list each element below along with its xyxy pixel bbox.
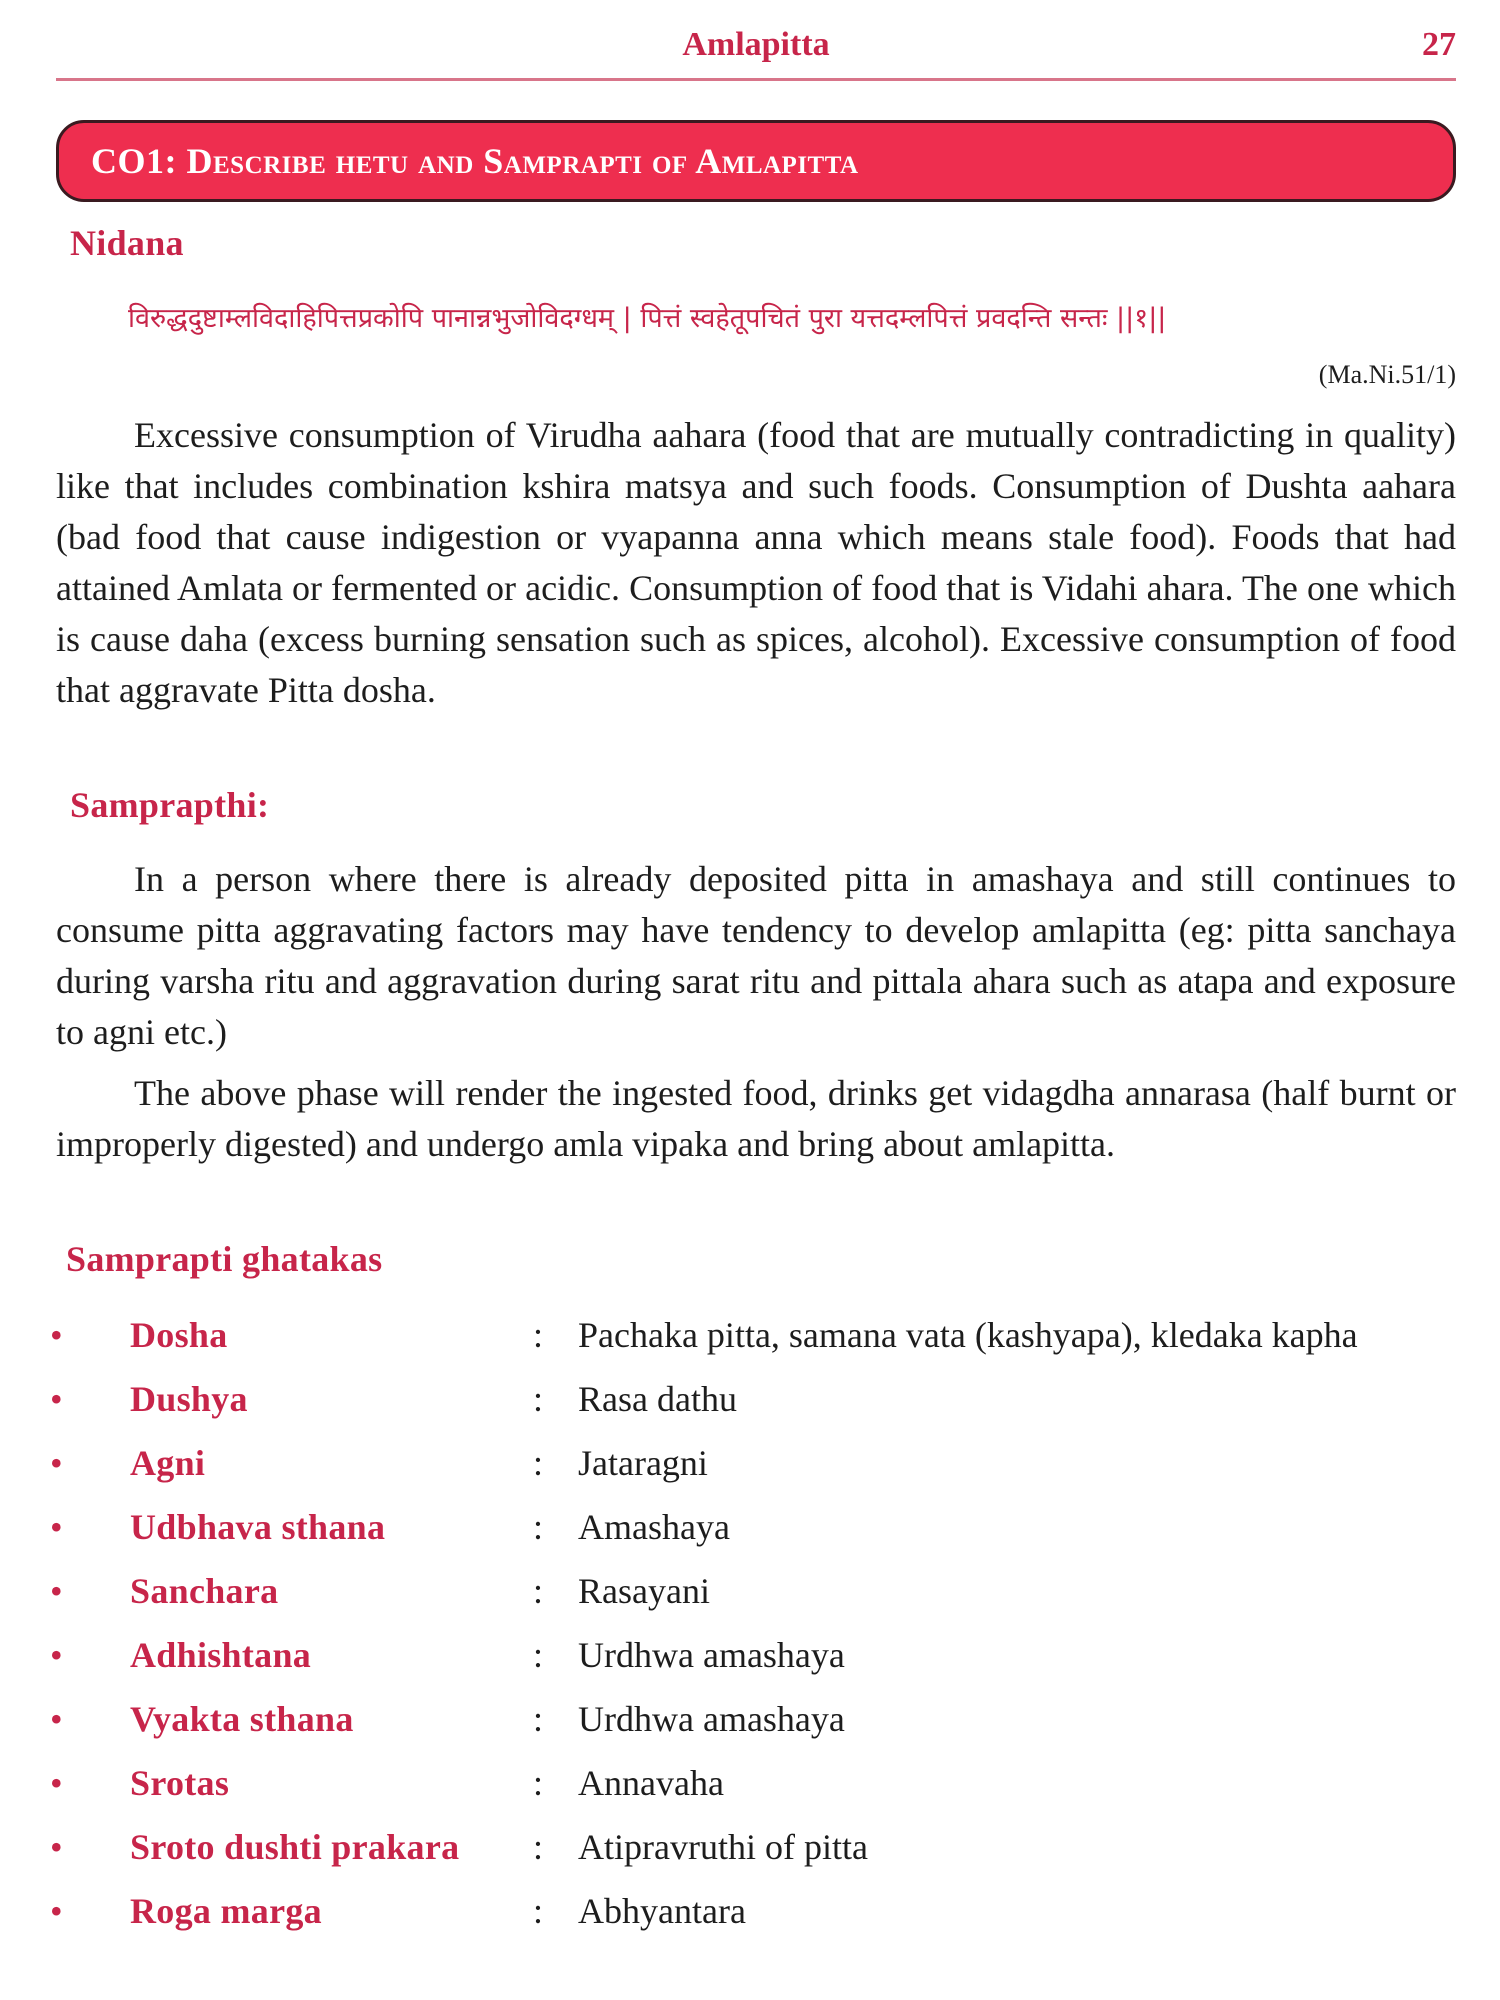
ghataka-separator: : (532, 1699, 543, 1739)
bullet-icon: • (50, 1571, 63, 1611)
ghataka-label: Dushya (130, 1379, 248, 1419)
bullet-icon: • (50, 1699, 63, 1739)
ghataka-value: Rasa dathu (578, 1379, 737, 1419)
samprapthi-heading: Samprapthi: (70, 785, 270, 825)
ghataka-label: Roga marga (130, 1891, 322, 1931)
running-title: Amlapitta (682, 26, 830, 63)
ghataka-row (50, 1630, 1460, 1681)
ghataka-row (50, 1502, 1460, 1553)
ghataka-separator: : (532, 1571, 543, 1611)
ghataka-separator: : (532, 1443, 543, 1483)
ghataka-value: Atipravruthi of pitta (578, 1827, 868, 1867)
ghataka-row (50, 1310, 1460, 1361)
ghataka-value: Amashaya (578, 1507, 730, 1547)
ghataka-label: Udbhava sthana (130, 1507, 386, 1547)
ghataka-value: Annavaha (578, 1763, 724, 1803)
bullet-icon: • (50, 1507, 63, 1547)
bullet-icon: • (50, 1827, 63, 1867)
ghataka-value: Jataragni (578, 1443, 708, 1483)
ghataka-label: Srotas (130, 1763, 230, 1803)
bullet-icon: • (50, 1379, 63, 1419)
ghataka-label: Sroto dushti prakara (130, 1827, 460, 1867)
ghataka-separator: : (532, 1379, 543, 1419)
ghataka-separator: : (532, 1315, 543, 1355)
ghataka-list (50, 1310, 1460, 1937)
nidana-paragraph: Excessive consumption of Virudha aahara (food that are mutually contradicting in quality) like that includes combination kshira matsya and such foods. Consumption of Dushta aahara (bad food that cause indigestion or vyapanna anna which means stale food). Foods that had attained Amlata or fermented or acidic. Consumption of food that is Vidahi ahara. The one which is cause daha (excess burning sensation such as spices, alcohol). Excessive consumption of food that aggravate Pitta dosha. (56, 415, 1456, 710)
ghataka-row (50, 1758, 1460, 1809)
ghataka-row (50, 1374, 1460, 1425)
sanskrit-shloka: विरुद्धदुष्टाम्लविदाहिपित्तप्रकोपि पानान्नभुजोविदग्धम् | पित्तं स्वहेतूपचितं पुरा यत्तदम्लपित्तं प्रवदन्ति सन्तः ||१|| (128, 303, 1167, 334)
ghataka-separator: : (532, 1507, 543, 1547)
ghataka-separator: : (532, 1763, 543, 1803)
section-banner: CO1: Describe hetu and Samprapti of Amlapitta (56, 120, 1456, 202)
ghataka-row (50, 1886, 1460, 1937)
running-header (56, 22, 1456, 81)
ghataka-label: Sanchara (130, 1571, 279, 1611)
bullet-icon: • (50, 1315, 63, 1355)
ghataka-row (50, 1566, 1460, 1617)
samprapthi-paragraph-1: In a person where there is already deposited pitta in amashaya and still continues to consume pitta aggravating factors may have tendency to develop amlapitta (eg: pitta sanchaya during varsha ritu and aggravation during sarat ritu and pittala ahara such as atapa and exposure to agni etc.) (56, 859, 1456, 1052)
bullet-icon: • (50, 1763, 63, 1803)
ghataka-row (50, 1822, 1460, 1873)
page-number: 27 (1422, 26, 1456, 63)
ghataka-separator: : (532, 1891, 543, 1931)
ghataka-value: Abhyantara (578, 1891, 746, 1931)
ghataka-label: Adhishtana (130, 1635, 312, 1675)
bullet-icon: • (50, 1891, 63, 1931)
ghataka-separator: : (532, 1827, 543, 1867)
ghataka-row (50, 1694, 1460, 1745)
ghataka-separator: : (532, 1635, 543, 1675)
samprapthi-paragraph-2: The above phase will render the ingested food, drinks get vidagdha annarasa (half burnt or improperly digested) and undergo amla vipaka and bring about amlapitta. (56, 1073, 1456, 1164)
ghataka-label: Vyakta sthana (130, 1699, 354, 1739)
ghataka-row (50, 1438, 1460, 1489)
ghataka-value: Pachaka pitta, samana vata (kashyapa), kledaka kapha (578, 1315, 1358, 1355)
ghataka-value: Urdhwa amashaya (578, 1635, 845, 1675)
nidana-heading: Nidana (70, 223, 184, 263)
ghataka-label: Agni (130, 1443, 206, 1483)
ghataka-value: Rasayani (578, 1571, 710, 1611)
ghatakas-heading: Samprapti ghatakas (66, 1239, 383, 1279)
ghataka-value: Urdhwa amashaya (578, 1699, 845, 1739)
shloka-citation: (Ma.Ni.51/1) (1318, 360, 1456, 389)
bullet-icon: • (50, 1443, 63, 1483)
ghataka-label: Dosha (130, 1315, 228, 1355)
bullet-icon: • (50, 1635, 63, 1675)
